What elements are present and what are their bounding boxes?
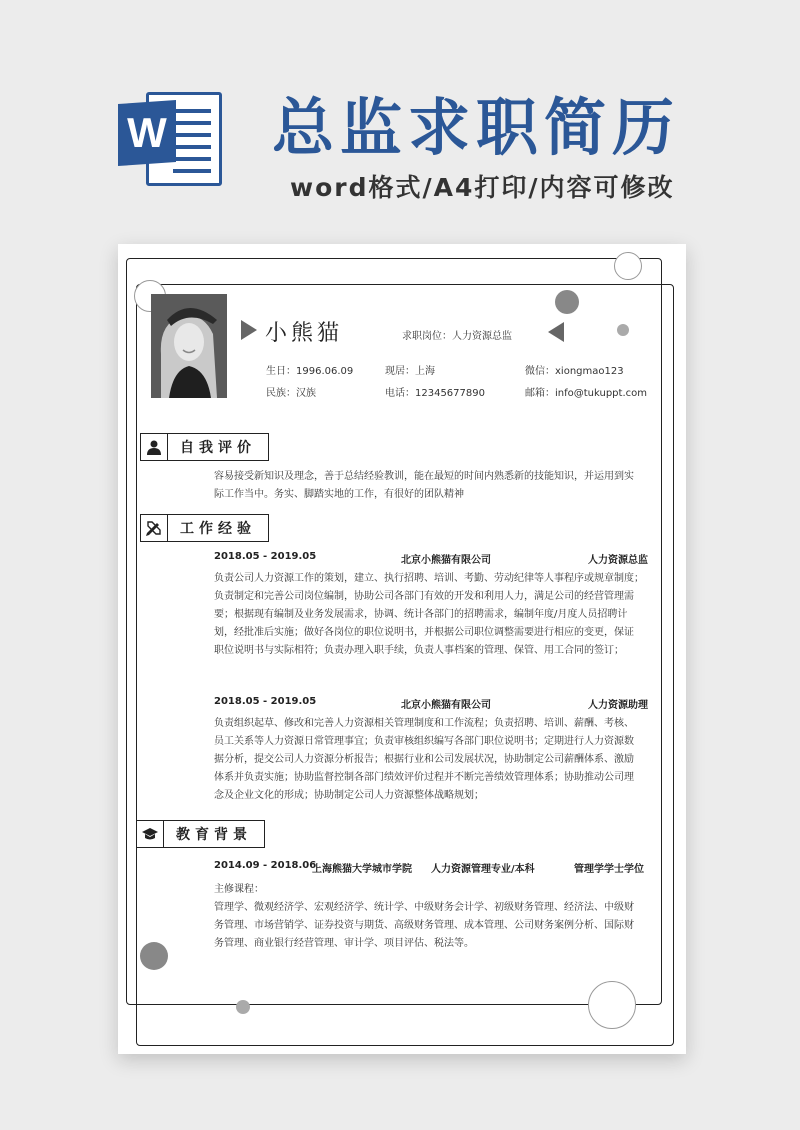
text-line: 负责制定和完善公司岗位编制，协助公司各部门有效的开发和利用人力，满足公司的经营管理需 [214,591,634,602]
section-title: 自我评价 [180,440,256,456]
edu-courses [214,881,659,953]
job-1-desc [214,570,659,660]
banner-subtitle: word格式/A4打印/内容可修改 [290,173,675,202]
candidate-name: 小熊猫 [265,321,344,346]
text-line: 负责组织起草、修改和完善人力资源相关管理制度和工作流程；负责招聘、培训、薪酬、考核、 [214,718,634,729]
text-line: 念及企业文化的形成；协助制定公司人力资源整体战略规划； [214,790,484,801]
job-1-company: 北京小熊猫有限公司 [401,555,491,566]
deco-dot [236,1000,250,1014]
resume-page [118,244,686,1054]
section-title: 工作经验 [180,521,256,537]
section-education-header [136,820,265,848]
job-2-period: 2018.05 - 2019.05 [214,696,317,707]
graduation-cap-icon [137,821,164,847]
email: 邮箱：info@tukuppt.com [525,388,647,399]
text-line: 职位说明书与实际相符；负责办理入职手续，负责人事档案的管理、保管、用工合同的签订； [214,645,624,656]
job-2-desc [214,715,659,805]
job-marker [548,322,564,342]
self-eval-text [214,468,659,504]
text-line: 划，经批准后实施；做好各岗位的职位说明书，并根据公司职位调整需要进行相应的变更，保证 [214,627,634,638]
deco-circle [614,252,642,280]
courses-label: 主修课程： [214,884,264,895]
banner-title: 总监求职简历 [272,91,681,164]
user-icon [141,434,168,460]
job-1-role: 人力资源总监 [588,555,648,566]
avatar [151,294,227,398]
text-line: 务管理、市场营销学、证券投资与期货、高级财务管理、成本管理、公司财务案例分析、国际财 [214,920,634,931]
section-work-header [140,514,269,542]
text-line: 要；根据现有编制及业务发展需求，协调、统计各部门的招聘需求，编制年度/月度人员招聘计 [214,609,628,620]
residence: 现居：上海 [385,366,435,377]
text-line: 务管理、商业银行经营管理、审计学、项目评估、税法等。 [214,938,474,949]
word-doc-icon [118,84,228,194]
deco-circle [588,981,636,1029]
target-job: 求职岗位：人力资源总监 [402,331,512,342]
text-line: 际工作当中。务实、脚踏实地的工作，有很好的团队精神 [214,489,464,500]
wechat: 微信：xiongmao123 [525,366,624,377]
deco-dot [617,324,629,336]
text-line: 员工关系等人力资源日常管理事宜；负责审核组织编写各部门职位说明书；定期进行人力资源数 [214,736,634,747]
phone: 电话：12345677890 [385,388,485,399]
text-line: 管理学、微观经济学、宏观经济学、统计学、中级财务会计学、初级财务管理、经济法、中级财 [214,902,634,913]
edu-major: 人力资源管理专业/本科 [431,864,535,875]
text-line: 据分析，提交公司人力资源分析报告；根据行业和公司发展状况，协助制定公司薪酬体系、激励 [214,754,634,765]
section-self-eval-header [140,433,269,461]
edu-school: 上海熊猫大学城市学院 [312,864,412,875]
section-title: 教育背景 [176,827,252,843]
birth: 生日：1996.06.09 [266,366,354,377]
job-2-role: 人力资源助理 [588,700,648,711]
name-marker [241,320,257,340]
word-w-letter: W [127,109,167,156]
job-1-period: 2018.05 - 2019.05 [214,551,317,562]
text-line: 体系并负责实施；协助监督控制各部门绩效评价过程并不断完善绩效管理体系；协助推动公司理 [214,772,634,783]
edu-degree: 管理学学士学位 [574,864,644,875]
pencil-ruler-icon [141,515,168,541]
deco-dot [555,290,579,314]
text-line: 负责公司人力资源工作的策划，建立、执行招聘、培训、考勤、劳动纪律等人事程序或规章制度； [214,573,644,584]
deco-dot [140,942,168,970]
job-2-company: 北京小熊猫有限公司 [401,700,491,711]
edu-period: 2014.09 - 2018.06 [214,860,317,871]
text-line: 容易接受新知识及理念，善于总结经验教训，能在最短的时间内熟悉新的技能知识，并运用到实 [214,471,634,482]
ethnicity: 民族：汉族 [266,388,316,399]
